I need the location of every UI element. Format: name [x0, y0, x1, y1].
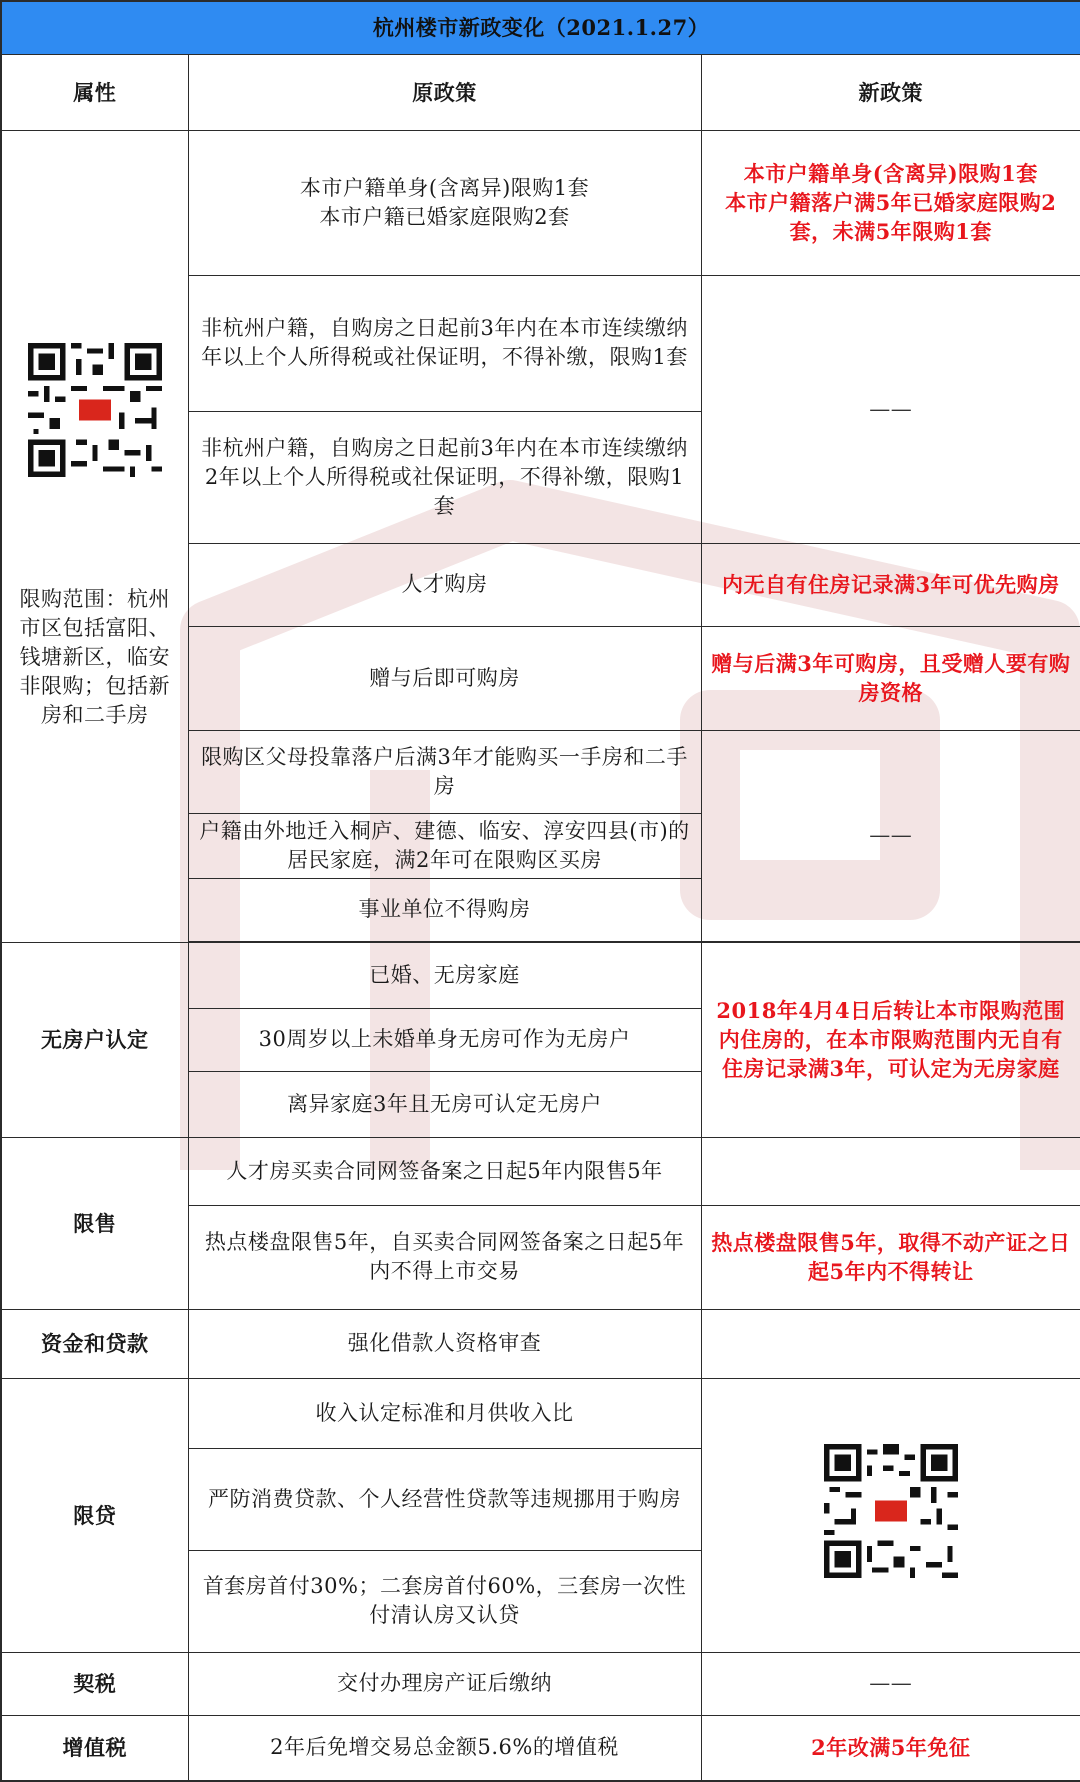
purchase-limit-attribute: 限购范围：杭州市区包括富阳、钱塘新区，临安非限购；包括新房和二手房 — [19, 586, 170, 727]
deed-tax-attribute: 契税 — [1, 1652, 188, 1715]
no-house-attribute: 无房户认定 — [1, 942, 188, 1137]
vat-new: 2年改满5年免征 — [701, 1715, 1080, 1781]
sale-limit-attribute: 限售 — [1, 1137, 188, 1309]
header-new-policy: 新政策 — [701, 54, 1080, 130]
loan-limit-attribute: 限贷 — [1, 1378, 188, 1652]
loan-limit-new-qr-cell — [701, 1378, 1080, 1652]
sale-limit-new-hot: 热点楼盘限售5年，取得不动产证之日起5年内不得转让 — [701, 1205, 1080, 1309]
header-old-policy: 原政策 — [188, 54, 701, 130]
purchase-limit-old-talent: 人才购房 — [188, 543, 701, 626]
purchase-limit-new-talent: 内无自有住房记录满3年可优先购房 — [701, 543, 1080, 626]
vat-attribute: 增值税 — [1, 1715, 188, 1781]
sale-limit-old-hot: 热点楼盘限售5年，自买卖合同网签备案之日起5年内不得上市交易 — [188, 1205, 701, 1309]
no-house-old-divorced: 离异家庭3年且无房可认定无房户 — [188, 1071, 701, 1137]
funds-old: 强化借款人资格审查 — [188, 1309, 701, 1378]
loan-limit-old-income: 收入认定标准和月供收入比 — [188, 1378, 701, 1448]
deed-tax-old: 交付办理房产证后缴纳 — [188, 1652, 701, 1715]
vat-old: 2年后免增交易总金额5.6%的增值税 — [188, 1715, 701, 1781]
page-title: 杭州楼市新政变化（2021.1.27） — [1, 1, 1080, 54]
purchase-limit-new-local — [701, 130, 1080, 275]
old-policy-line: 本市户籍单身(含离异)限购1套 — [299, 175, 590, 200]
purchase-limit-old-parents: 限购区父母投靠落户后满3年才能购买一手房和二手房 — [188, 730, 701, 813]
purchase-limit-old-nonlocal-1: 非杭州户籍，自购房之日起前3年内在本市连续缴纳年以上个人所得税或社保证明，不得补缴，限购1套 — [188, 275, 701, 411]
old-policy-line: 本市户籍已婚家庭限购2套 — [319, 204, 570, 229]
purchase-limit-new-nonlocal: —— — [701, 275, 1080, 543]
new-policy-line: 本市户籍单身(含离异)限购1套 — [743, 161, 1038, 186]
purchase-limit-old-local — [188, 130, 701, 275]
header-attribute: 属性 — [1, 54, 188, 130]
no-house-old-single: 30周岁以上未婚单身无房可作为无房户 — [188, 1008, 701, 1071]
loan-limit-old-downpayment: 首套房首付30%；二套房首付60%，三套房一次性付清认房又认贷 — [188, 1550, 701, 1652]
purchase-limit-attribute-cell — [1, 130, 188, 942]
loan-limit-old-misuse: 严防消费贷款、个人经营性贷款等违规挪用于购房 — [188, 1448, 701, 1550]
purchase-limit-old-four-counties: 户籍由外地迁入桐庐、建德、临安、淳安四县(市)的居民家庭，满2年可在限购区买房 — [188, 813, 701, 878]
sale-limit-old-talent: 人才房买卖合同网签备案之日起5年内限售5年 — [188, 1137, 701, 1205]
sale-limit-new-empty — [701, 1137, 1080, 1205]
deed-tax-new: —— — [701, 1652, 1080, 1715]
new-policy-line: 本市户籍落户满5年已婚家庭限购2套，未满5年限购1套 — [725, 190, 1057, 244]
qr-code-icon[interactable] — [28, 343, 162, 477]
funds-new-empty — [701, 1309, 1080, 1378]
qr-code-icon[interactable] — [824, 1444, 958, 1578]
purchase-limit-old-nonlocal-2: 非杭州户籍，自购房之日起前3年内在本市连续缴纳2年以上个人所得税或社保证明，不得补缴，限购1套 — [188, 411, 701, 543]
purchase-limit-old-institutions: 事业单位不得购房 — [188, 878, 701, 941]
purchase-limit-old-gift: 赠与后即可购房 — [188, 626, 701, 730]
purchase-limit-new-others: —— — [701, 730, 1080, 941]
funds-attribute: 资金和贷款 — [1, 1309, 188, 1378]
no-house-new: 2018年4月4日后转让本市限购范围内住房的，在本市限购范围内无自有住房记录满3年，可认定为无房家庭 — [701, 942, 1080, 1137]
no-house-old-married: 已婚、无房家庭 — [188, 942, 701, 1008]
purchase-limit-new-gift: 赠与后满3年可购房，且受赠人要有购房资格 — [701, 626, 1080, 730]
